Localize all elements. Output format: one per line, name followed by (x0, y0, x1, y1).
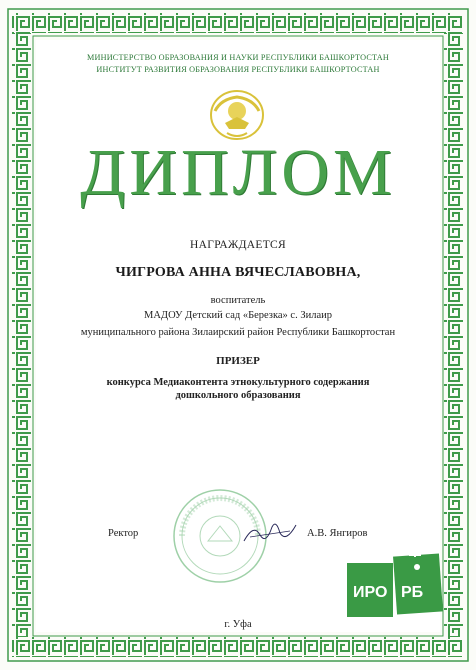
contest-line-1: конкурса Медиаконтента этнокультурного содержания (106, 377, 370, 388)
bashkortostan-emblem-icon (207, 89, 267, 141)
rector-label: Ректор (108, 528, 139, 539)
awarded-label: НАГРАЖДАЕТСЯ (190, 239, 286, 251)
rector-name: А.В. Янгиров (307, 528, 368, 539)
organization-line-2: муниципального района Зилаирский район Республики Башкортостан (80, 327, 396, 338)
svg-text:ИРО: ИРО (353, 584, 388, 601)
diploma-title: ДИПЛОМ (80, 136, 396, 209)
prize-label: ПРИЗЕР (216, 355, 260, 367)
contest-line-2: дошкольного образования (175, 390, 301, 401)
iro-rb-logo-icon (345, 545, 445, 620)
city-label: г. Уфа (224, 619, 252, 630)
recipient-position: воспитатель (210, 295, 266, 306)
recipient-name: ЧИГРОВА АННА ВЯЧЕСЛАВОВНА, (115, 265, 361, 280)
signature-icon (240, 515, 300, 550)
institute-header: ИНСТИТУТ РАЗВИТИЯ ОБРАЗОВАНИЯ РЕСПУБЛИКИ БАШКОРТОСТАН (96, 65, 380, 74)
organization-line-1: МАДОУ Детский сад «Березка» с. Зилаир (143, 310, 332, 321)
ministry-header: МИНИСТЕРСТВО ОБРАЗОВАНИЯ И НАУКИ РЕСПУБЛИКИ БАШКОРТОСТАН (86, 53, 389, 62)
svg-text:РБ: РБ (401, 584, 424, 601)
